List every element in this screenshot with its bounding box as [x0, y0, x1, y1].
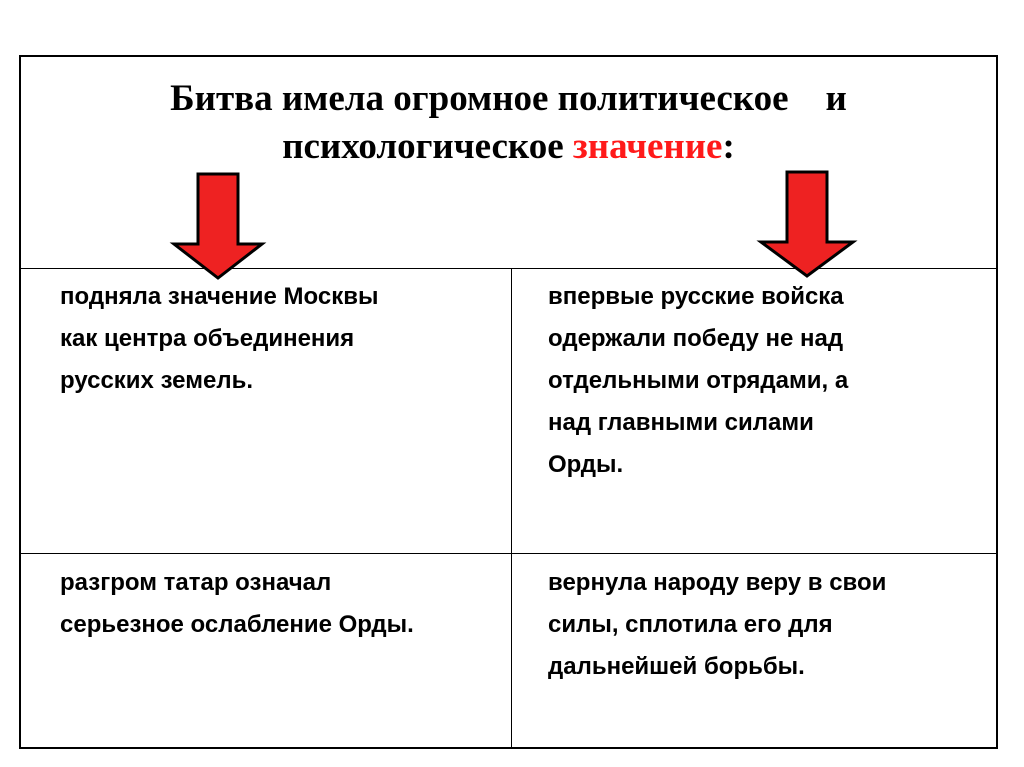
heading-accent-word: значение [572, 126, 723, 167]
cell-line: над главными силами [548, 409, 814, 436]
heading-colon: : [722, 126, 735, 167]
heading-line-1: Битва имела огромное политическое и [170, 78, 847, 119]
cell-moscow-significance [60, 276, 379, 402]
cell-restored-faith [548, 562, 886, 688]
cell-line: серьезное ослабление Орды. [60, 611, 414, 638]
heading-line-2 [21, 123, 996, 171]
cell-line: дальнейшей борьбы. [548, 653, 805, 680]
left-down-arrow-icon [168, 170, 268, 282]
cell-line: одержали победу не над [548, 325, 844, 352]
cell-horde-weakening [60, 562, 414, 646]
column-divider [511, 268, 512, 747]
heading [21, 75, 996, 171]
cell-line: разгром татар означал [60, 569, 332, 596]
row-divider-2 [21, 553, 996, 554]
heading-line-2-text: психологическое [282, 126, 573, 167]
cell-line: русских земель. [60, 367, 253, 394]
cell-line: Орды. [548, 451, 624, 478]
cell-line: вернула народу веру в свои [548, 569, 887, 596]
cell-line: подняла значение Москвы [60, 283, 379, 310]
right-down-arrow-icon [755, 168, 859, 280]
cell-line: силы, сплотила его для [548, 611, 833, 638]
cell-first-victory [548, 276, 848, 486]
cell-line: отдельными отрядами, а [548, 367, 849, 394]
cell-line: как центра объединения [60, 325, 355, 352]
cell-line: впервые русские войска [548, 283, 844, 310]
